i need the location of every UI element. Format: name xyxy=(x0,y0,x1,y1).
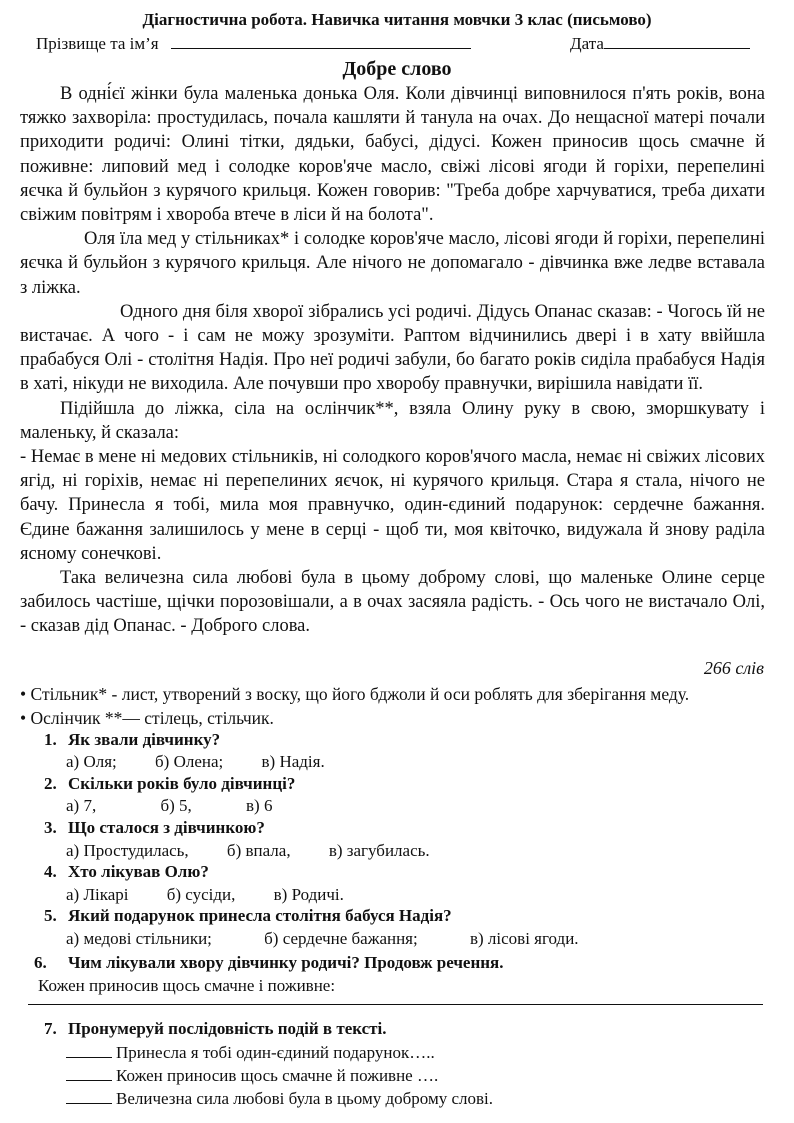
question xyxy=(44,906,452,926)
story-text xyxy=(20,82,765,639)
answer-options xyxy=(66,841,464,861)
answer-option[interactable]: б) сусіди, xyxy=(166,885,236,904)
date-blank[interactable] xyxy=(604,34,750,49)
question-number: 4. xyxy=(44,862,57,881)
footnotes xyxy=(20,682,780,730)
order-blank[interactable] xyxy=(66,1043,112,1058)
answer-option[interactable]: а) Лікарі xyxy=(66,885,129,904)
question-text: Який подарунок принесла столітня бабуся Надія? xyxy=(68,906,452,925)
answer-option[interactable]: б) Олена; xyxy=(155,752,224,771)
worksheet-header: Діагностична робота. Навичка читання мовчки 3 клас (письмово) xyxy=(142,10,652,29)
story-title: Добре слово xyxy=(342,58,452,80)
question-number: 2. xyxy=(44,774,57,793)
answer-option[interactable]: в) Надія. xyxy=(261,752,325,771)
story-paragraph: - Немає в мене ні медових стільників, ні солодкого коров'ячого масла, немає ні свіжих лісових ягід, ні горіхів, немає ні перепелиних яєчок, ні курячого крильця. Стара я стала, нічого не бачу. Принесла я тобі, мила моя правнучко, один-єдиний подарунок: сердечне бажання. Єдине бажання залишилось у мене в серці - щоб ти, моя квіточко, видужала й знову раділа ясному сонечкові. xyxy=(20,447,765,564)
footnote: • Ослінчик **— стілець, стільчик. xyxy=(20,708,274,728)
answer-options xyxy=(66,752,359,772)
answer-options xyxy=(66,885,378,905)
date-label: Дата xyxy=(570,34,604,53)
answer-line[interactable] xyxy=(28,1004,763,1005)
answer-option[interactable]: б) 5, xyxy=(160,796,192,815)
question-number: 7. xyxy=(44,1019,57,1038)
question-text: Пронумеруй послідовність подій в тексті. xyxy=(68,1019,387,1038)
name-label: Прізвище та ім’я xyxy=(36,34,159,53)
answer-option[interactable]: б) сердечне бажання; xyxy=(264,929,418,948)
sequence-item xyxy=(66,1043,435,1063)
q6-prompt: Кожен приносив щось смачне і поживне: xyxy=(38,976,336,995)
question-text: Хто лікував Олю? xyxy=(68,862,209,881)
answer-option[interactable]: б) впала, xyxy=(226,841,291,860)
story-paragraph: Оля їла мед у стільниках* і солодке коров'яче масло, лісові ягоди й горіхи, перепелині яєчка й бульйон з курячого крильця. Але нічого не допомагало - дівчинка вже ледве вставала з ліжка. xyxy=(20,229,765,298)
sequence-text: Принесла я тобі один-єдиний подарунок….. xyxy=(116,1043,435,1062)
sequence-item xyxy=(66,1089,493,1109)
answer-option[interactable]: а) Оля; xyxy=(66,752,117,771)
answer-option[interactable]: в) Родичі. xyxy=(273,885,344,904)
answer-option[interactable]: в) 6 xyxy=(246,796,273,815)
question-text: Як звали дівчинку? xyxy=(68,730,221,749)
answer-option[interactable]: а) 7, xyxy=(66,796,97,815)
answer-options xyxy=(66,796,306,816)
question xyxy=(44,774,295,794)
question-text: Скільки років було дівчинці? xyxy=(68,774,296,793)
question-number: 3. xyxy=(44,818,57,837)
question-number: 6. xyxy=(34,953,47,972)
story-paragraph: Одного дня біля хворої зібрались усі родичі. Дідусь Опанас сказав: - Чогось їй не вистачає. А чого - і сам не можу зрозуміти. Раптом відчинились двері і в хату ввійшла прабабуся Олі - столітня Надія. Про неї родичі забули, бо багато років сиділа прабабуся Надія в хаті, нікуди не виходила. Але почувши про хворобу правнучки, вирішила навідати її. xyxy=(20,301,765,395)
order-blank[interactable] xyxy=(66,1089,112,1104)
story-paragraph: Підійшла до ліжка, сіла на ослінчик**, взяла Олину руку в свою, зморшкувату і маленьку, й сказала: xyxy=(20,398,765,443)
question-text: Що сталося з дівчинкою? xyxy=(68,818,265,837)
answer-option[interactable]: в) лісові ягоди. xyxy=(469,929,579,948)
story-paragraph: В одні́єї жінки була маленька донька Оля. Коли дівчинці виповнилося п'ять років, вона тяжко захворіла: простудилась, почала кашляти й танула на очах. До нещасної матері почали приходити родичі: Олині тітки, дядьки, бабусі, дідусі. Кожен приносив щось смачне й поживне: липовий мед і солодке коров'яче масло, свіжі лісові ягоди й горіхи, перепелині яєчка й бульйон з курячого крильця. Кожен говорив: "Треба добре харчуватися, треба дихати свіжим повітрям і хвороба втече в ліси й на болота". xyxy=(20,84,765,226)
date-field xyxy=(570,34,750,54)
name-blank[interactable] xyxy=(171,34,471,49)
question-number: 1. xyxy=(44,730,57,749)
answer-option[interactable]: в) загубилась. xyxy=(328,841,430,860)
word-count: 266 слів xyxy=(703,658,764,678)
question xyxy=(44,818,265,838)
question xyxy=(44,862,209,882)
order-blank[interactable] xyxy=(66,1066,112,1081)
story-paragraph: Така величезна сила любові була в цьому доброму слові, що маленьке Олине серце забилось частіше, щічки порозовішали, а в очах засяяла радість. - Ось чого не вистачало Олі, - сказав дід Опанас. - Доброго слова. xyxy=(20,568,765,637)
sequence-text: Кожен приносив щось смачне й поживне …. xyxy=(116,1066,439,1085)
name-date-line xyxy=(36,34,766,56)
answer-option[interactable]: а) медові стільники; xyxy=(66,929,212,948)
sequence-text: Величезна сила любові була в цьому доброму слові. xyxy=(116,1089,493,1108)
answer-option[interactable]: а) Простудилась, xyxy=(66,841,189,860)
question xyxy=(44,1019,387,1039)
question-number: 5. xyxy=(44,906,57,925)
sequence-item xyxy=(66,1066,438,1086)
answer-options xyxy=(66,929,613,949)
question xyxy=(34,953,504,973)
question-text: Чим лікували хвору дівчинку родичі? Продовж речення. xyxy=(68,953,504,972)
footnote: • Стільник* - лист, утворений з воску, що його бджоли й оси роблять для зберігання меду. xyxy=(20,684,690,704)
question xyxy=(44,730,220,750)
